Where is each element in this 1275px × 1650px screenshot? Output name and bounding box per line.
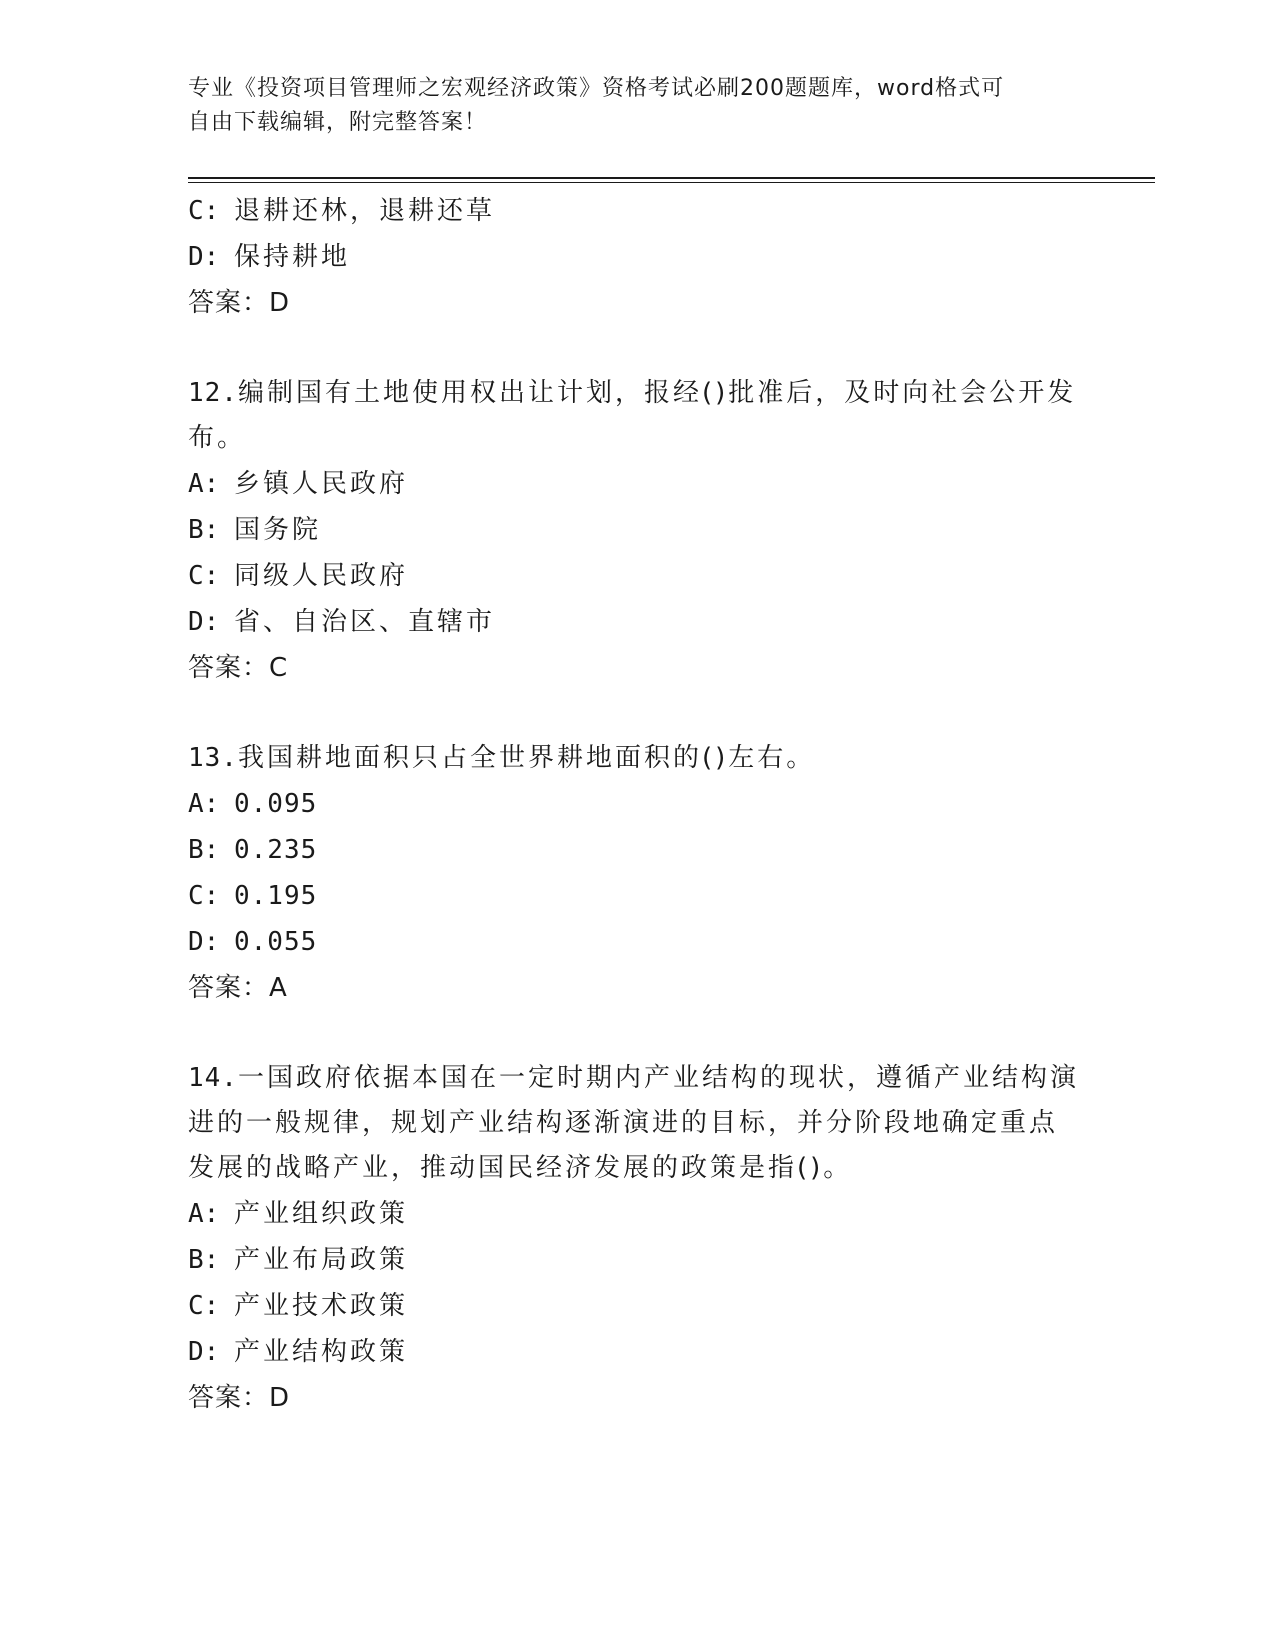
- option-letter: A:: [188, 469, 220, 499]
- option-letter: A:: [188, 789, 220, 819]
- option-text: 乡镇人民政府: [234, 469, 409, 499]
- question-number: 12.: [188, 378, 238, 408]
- option-text: 退耕还林，退耕还草: [234, 196, 496, 226]
- option-letter: D:: [188, 242, 220, 272]
- option-text: 0.055: [234, 927, 318, 957]
- option-d: [188, 1329, 1088, 1375]
- option-letter: B:: [188, 515, 220, 545]
- question-text: 我国耕地面积只占全世界耕地面积的()左右。: [237, 743, 816, 773]
- option-letter: C:: [188, 196, 220, 226]
- question-text: 一国政府依据本国在一定时期内产业结构的现状，遵循产业结构演: [237, 1063, 1079, 1093]
- option-a: [188, 781, 1088, 827]
- option-a: [188, 1191, 1088, 1237]
- question-14: [188, 1056, 1088, 1421]
- option-text: 产业结构政策: [234, 1337, 409, 1367]
- question-12: [188, 371, 1088, 691]
- question-stem-continued: 发展的战略产业，推动国民经济发展的政策是指()。: [188, 1153, 853, 1183]
- answer-line: 答案：C: [188, 653, 289, 683]
- question-stem: [188, 1056, 1088, 1101]
- header-line-2: 自由下载编辑，附完整答案！: [188, 110, 488, 135]
- answer-line: 答案：A: [188, 973, 288, 1003]
- option-b: [188, 1237, 1088, 1283]
- option-letter: D:: [188, 927, 220, 957]
- option-d: [188, 599, 1088, 645]
- question-list: [188, 188, 1088, 1421]
- option-text: 同级人民政府: [234, 561, 409, 591]
- question-13: [188, 736, 1088, 1011]
- option-b: [188, 827, 1088, 873]
- question-stem: [188, 371, 1088, 416]
- question-number: 14.: [188, 1063, 238, 1093]
- option-text: 省、自治区、直辖市: [234, 607, 496, 637]
- option-c: [188, 1283, 1088, 1329]
- question-text: 编制国有土地使用权出让计划，报经()批准后，及时向社会公开发: [237, 378, 1077, 408]
- option-letter: C:: [188, 1291, 220, 1321]
- option-letter: B:: [188, 835, 220, 865]
- option-letter: C:: [188, 881, 220, 911]
- option-text: 0.195: [234, 881, 318, 911]
- option-c: [188, 873, 1088, 919]
- option-text: 产业组织政策: [234, 1199, 409, 1229]
- header-line-1: 专业《投资项目管理师之宏观经济政策》资格考试必刷200题题库，word格式可: [188, 76, 1005, 101]
- previous-question-tail: [188, 188, 1088, 326]
- option-c: [188, 553, 1088, 599]
- question-stem-continued: 进的一般规律，规划产业结构逐渐演进的目标，并分阶段地确定重点: [188, 1108, 1059, 1138]
- option-text: 产业布局政策: [234, 1245, 409, 1275]
- option-d: [188, 234, 1088, 280]
- option-letter: A:: [188, 1199, 220, 1229]
- option-text: 国务院: [234, 515, 322, 545]
- question-stem: [188, 736, 1088, 781]
- header-divider-thick: [188, 177, 1155, 179]
- option-text: 保持耕地: [234, 242, 351, 272]
- answer-line: 答案：D: [188, 288, 291, 318]
- option-b: [188, 507, 1088, 553]
- option-text: 0.235: [234, 835, 318, 865]
- option-letter: D:: [188, 1337, 220, 1367]
- option-letter: B:: [188, 1245, 220, 1275]
- header-divider-thin: [188, 182, 1155, 183]
- option-d: [188, 919, 1088, 965]
- option-text: 0.095: [234, 789, 318, 819]
- option-letter: D:: [188, 607, 220, 637]
- answer-line: 答案：D: [188, 1383, 291, 1413]
- option-c: [188, 188, 1088, 234]
- question-number: 13.: [188, 743, 238, 773]
- document-header: [188, 72, 1088, 140]
- option-letter: C:: [188, 561, 220, 591]
- question-stem-continued: 布。: [188, 423, 247, 453]
- option-a: [188, 461, 1088, 507]
- option-text: 产业技术政策: [234, 1291, 409, 1321]
